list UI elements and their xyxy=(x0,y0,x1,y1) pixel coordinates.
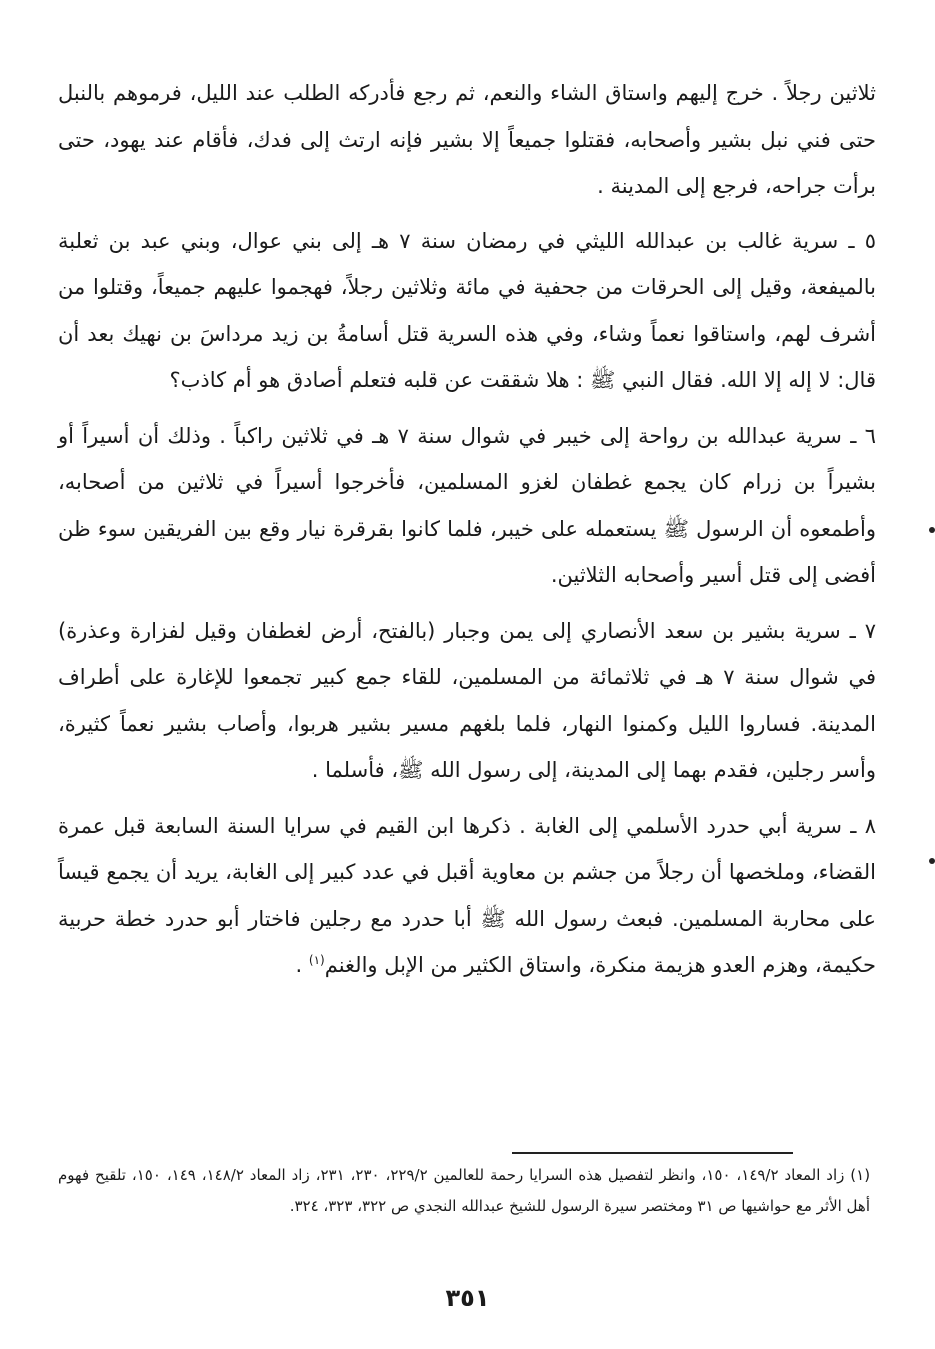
footnote-reference[interactable]: (١) xyxy=(308,953,325,967)
paragraph-raid-8-text: ٨ ـ سرية أبي حدرد الأسلمي إلى الغابة . ذكرها ابن القيم في سرايا السنة السابعة قبل عمرة القضاء، وملخصها أن رجلاً من جشم بن معاوية أقبل في عدد كبير إلى الغابة، يريد أن يجمع قيساً على محاربة المسلمين. فبعث رسول الله ﷺ أبا حدرد مع رجلين فاختار أبو حدرد خطة حربية حكيمة، وهزم العدو هزيمة منكرة، واستاق الكثير من الإبل والغنم xyxy=(58,813,876,977)
paragraph-raid-8-end: . xyxy=(295,953,309,977)
footnote: (١) زاد المعاد ١٤٩/٢، ١٥٠، وانظر لتفصيل هذه السرايا رحمة للعالمين ٢٢٩/٢، ٢٣٠، ٢٣١، زاد المعاد ١٤٨/٢، ١٤٩، ١٥٠، تلقيح فهوم أهل الأثر مع حواشيها ص ٣١ ومختصر سيرة الرسول للشيخ عبدالله النجدي ص ٣٢٢، ٣٢٣، ٣٢٤. xyxy=(58,1166,871,1215)
page-number: ٣٥١ xyxy=(445,1284,490,1312)
footnote-divider xyxy=(512,1152,793,1154)
paragraph-continuation: ثلاثين رجلاً . خرج إليهم واستاق الشاء والنعم، ثم رجع فأدركه الطلب عند الليل، فرموهم بالنبل حتى فني نبل بشير وأصحابه، فقتلوا جميعاً إلا بشير فإنه ارتث إلى فدك، فأقام عند يهود، حتى برأت جراحه، فرجع إلى المدينة . xyxy=(58,81,876,198)
margin-mark xyxy=(929,858,935,864)
paragraph-raid-7: ٧ ـ سرية بشير بن سعد الأنصاري إلى يمن وجبار (بالفتح، أرض لغطفان وقيل لفزارة وعذرة) في شوال سنة ٧ هـ في ثلاثمائة من المسلمين، للقاء جمع كبير تجمعوا للإغارة على أطراف المدينة. فساروا الليل وكمنوا النهار، فلما بلغهم مسير بشير هربوا، وأصاب بشير نعماً كثيرة، وأسر رجلين، فقدم بهما إلى المدينة، إلى رسول الله ﷺ، فأسلما . xyxy=(58,618,877,782)
margin-mark xyxy=(929,527,935,533)
paragraph-raid-6: ٦ ـ سرية عبدالله بن رواحة إلى خيبر في شوال سنة ٧ هـ في ثلاثين راكباً . وذلك أن أسيراً أو بشيراً بن زرام كان يجمع غطفان لغزو المسلمين، فأخرجوا أسيراً في ثلاثين من أصحابه، وأطمعوه أن الرسول ﷺ يستعمله على خيبر، فلما كانوا بقرقرة نيار وقع بين الفريقين سوء ظن أفضى إلى قتل أسير وأصحابه الثلاثين. xyxy=(58,423,876,587)
paragraph-raid-8 xyxy=(58,803,876,989)
paragraph-raid-5: ٥ ـ سرية غالب بن عبدالله الليثي في رمضان سنة ٧ هـ إلى بني عوال، وبني عبد بن ثعلبة بالميفعة، وقيل إلى الحرقات من جحفية في مائة وثلاثين رجلاً، فهجموا عليهم جميعاً، وقتلوا من أشرف لهم، واستاقوا نعماً وشاء، وفي هذه السرية قتل أسامةُ بن زيد مرداسَ بن نهيك بعد أن قال: لا إله إلا الله. فقال النبي ﷺ : هلا شققت عن قلبه فتعلم أصادق هو أم كاذب؟ xyxy=(58,228,876,392)
body-text xyxy=(58,70,876,998)
